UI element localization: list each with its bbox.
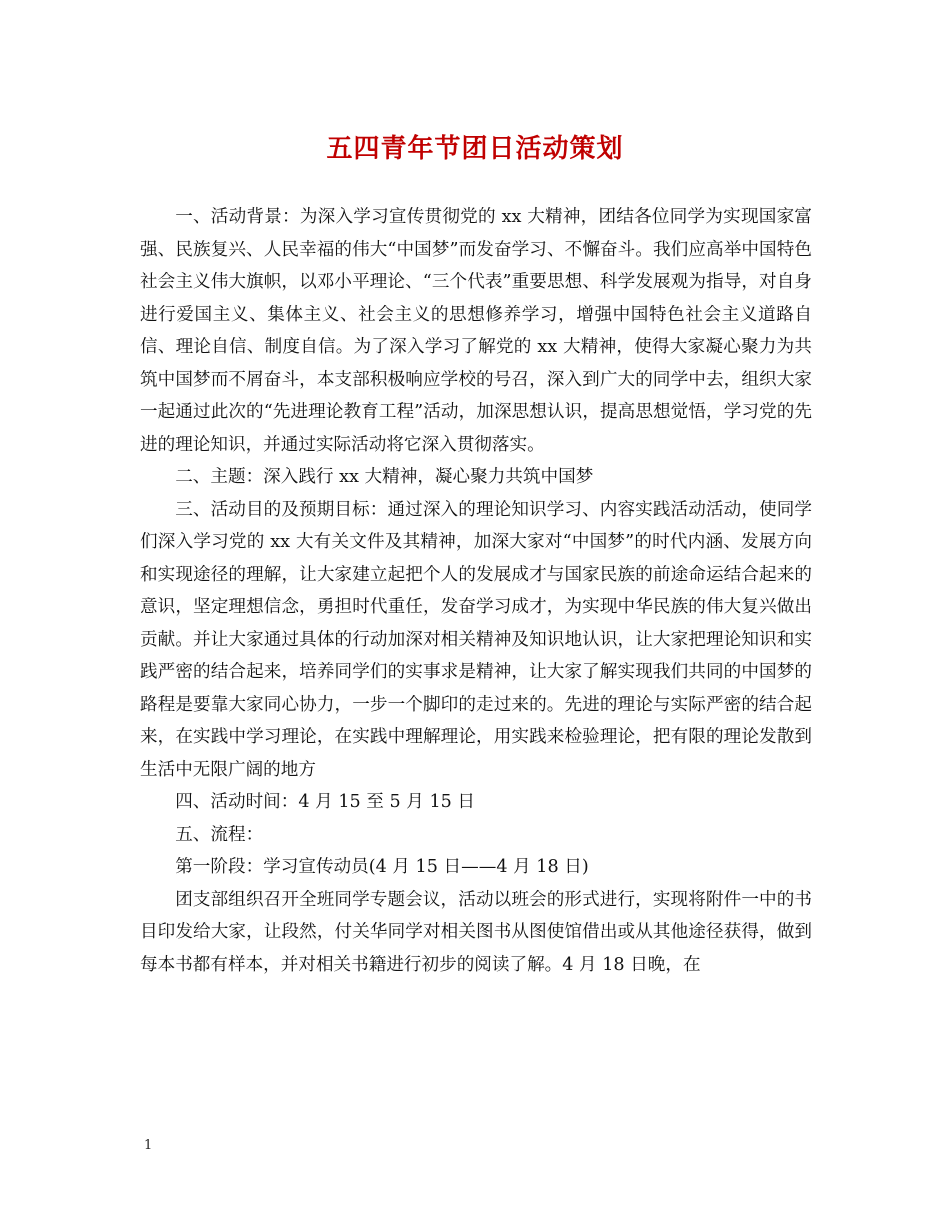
document-body: [140, 201, 812, 981]
document-title: 五四青年节团日活动策划: [326, 134, 624, 164]
page-number: 1: [144, 1138, 153, 1153]
paragraph-background: 一、活动背景：为深入学习宣传贯彻党的 xx 大精神，团结各位同学为实现国家富强、民族复兴、人民幸福的伟大“中国梦”而发奋学习、不懈奋斗。我们应高举中国特色社会主义伟大旗帜，以邓小平理论、“三个代表”重要思想、科学发展观为指导，对自身进行爱国主义、集体主义、社会主义的思想修养学习，增强中国特色社会主义道路自信、理论自信、制度自信。为了深入学习了解党的 xx 大精神，使得大家凝心聚力为共筑中国梦而不屑奋斗，本支部积极响应学校的号召，深入到广大的同学中去，组织大家一起通过此次的“先进理论教育工程”活动，加深思想认识，提高思想觉悟，学习党的先进的理论知识，并通过实际活动将它深入贯彻落实。: [140, 207, 812, 455]
paragraph-theme: 二、主题：深入践行 xx 大精神，凝心聚力共筑中国梦: [175, 467, 594, 487]
paragraph-stage-one-detail: 团支部组织召开全班同学专题会议，活动以班会的形式进行，实现将附件一中的书目印发给大家，让段然，付关华同学对相关图书从图使馆借出或从其他途径获得，做到每本书都有样本，并对相关书籍进行初步的阅读了解。4 月 18 日晚，在: [140, 889, 812, 975]
paragraph-goals: 三、活动目的及预期目标：通过深入的理论知识学习、内容实践活动活动，使同学们深入学习党的 xx 大有关文件及其精神，加深大家对“中国梦”的时代内涵、发展方向和实现途径的理解，让大家建立起把个人的发展成才与国家民族的前途命运结合起来的意识，坚定理想信念，勇担时代重任，发奋学习成才，为实现中华民族的伟大复兴做出贡献。并让大家通过具体的行动加深对相关精神及知识地认识，让大家把理论知识和实践严密的结合起来，培养同学们的实事求是精神，让大家了解实现我们共同的中国梦的路程是要靠大家同心协力，一步一个脚印的走过来的。先进的理论与实际严密的结合起来，在实践中学习理论，在实践中理解理论，用实践来检验理论，把有限的理论发散到生活中无限广阔的地方: [140, 499, 812, 780]
paragraph-time: 四、活动时间：4 月 15 至 5 月 15 日: [175, 792, 476, 812]
paragraph-stage-one: 第一阶段：学习宣传动员(4 月 15 日——4 月 18 日): [175, 857, 589, 877]
paragraph-process-heading: 五、流程：: [175, 824, 264, 845]
